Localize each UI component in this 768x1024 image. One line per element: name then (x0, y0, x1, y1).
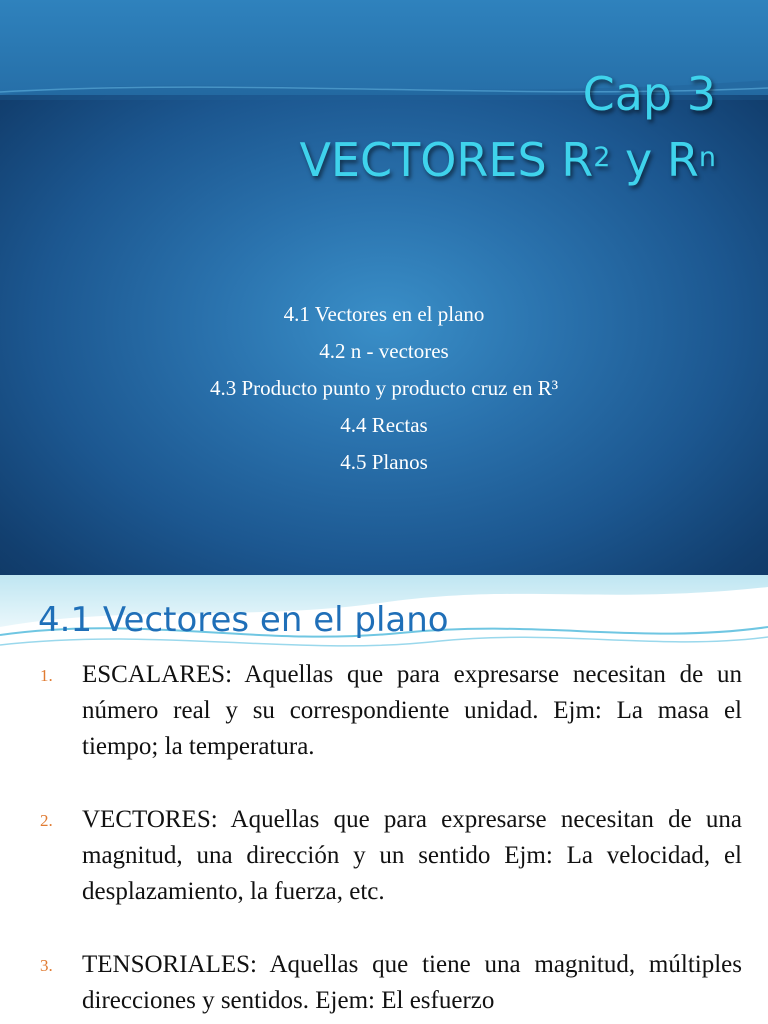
list-item (40, 802, 742, 910)
list-item-text: VECTORES: Aquellas que para expresarse necesitan de una magnitud, una dirección y un sentido Ejm: La velocidad, el desplazamiento, la fuerza, etc. (82, 806, 742, 905)
numbered-list (0, 657, 768, 1019)
title-subject-text: VECTORES R (299, 133, 594, 187)
toc-item: 4.3 Producto punto y producto cruz en R³ (209, 376, 559, 400)
content-slide (0, 575, 768, 1024)
table-of-contents (0, 296, 768, 481)
toc-item: 4.4 Rectas (340, 413, 428, 437)
toc-item: 4.5 Planos (340, 450, 428, 474)
list-item-text: ESCALARES: Aquellas que para expresarse necesitan de un número real y su correspondiente unidad. Ejm: La masa el tiempo; la temperatura. (82, 661, 742, 760)
title-chapter: Cap 3 (582, 67, 716, 121)
section-heading: 4.1 Vectores en el plano (38, 600, 449, 640)
list-number: 2. (40, 811, 53, 830)
toc-item: 4.1 Vectores en el plano (283, 302, 485, 326)
list-item-text: TENSORIALES: Aquellas que tiene una magnitud, múltiples direcciones y sentidos. Ejem: El esfuerzo (82, 951, 742, 1014)
list-item (40, 657, 742, 765)
title-superscript-2: 2 (593, 142, 611, 173)
slide-title (299, 62, 716, 194)
list-number: 3. (40, 956, 53, 975)
title-subject-mid: y R (610, 133, 699, 187)
title-subject (299, 126, 716, 194)
title-superscript-n: n (698, 142, 716, 173)
list-number: 1. (40, 666, 53, 685)
list-item (40, 947, 742, 1019)
toc-item: 4.2 n - vectores (319, 339, 449, 363)
